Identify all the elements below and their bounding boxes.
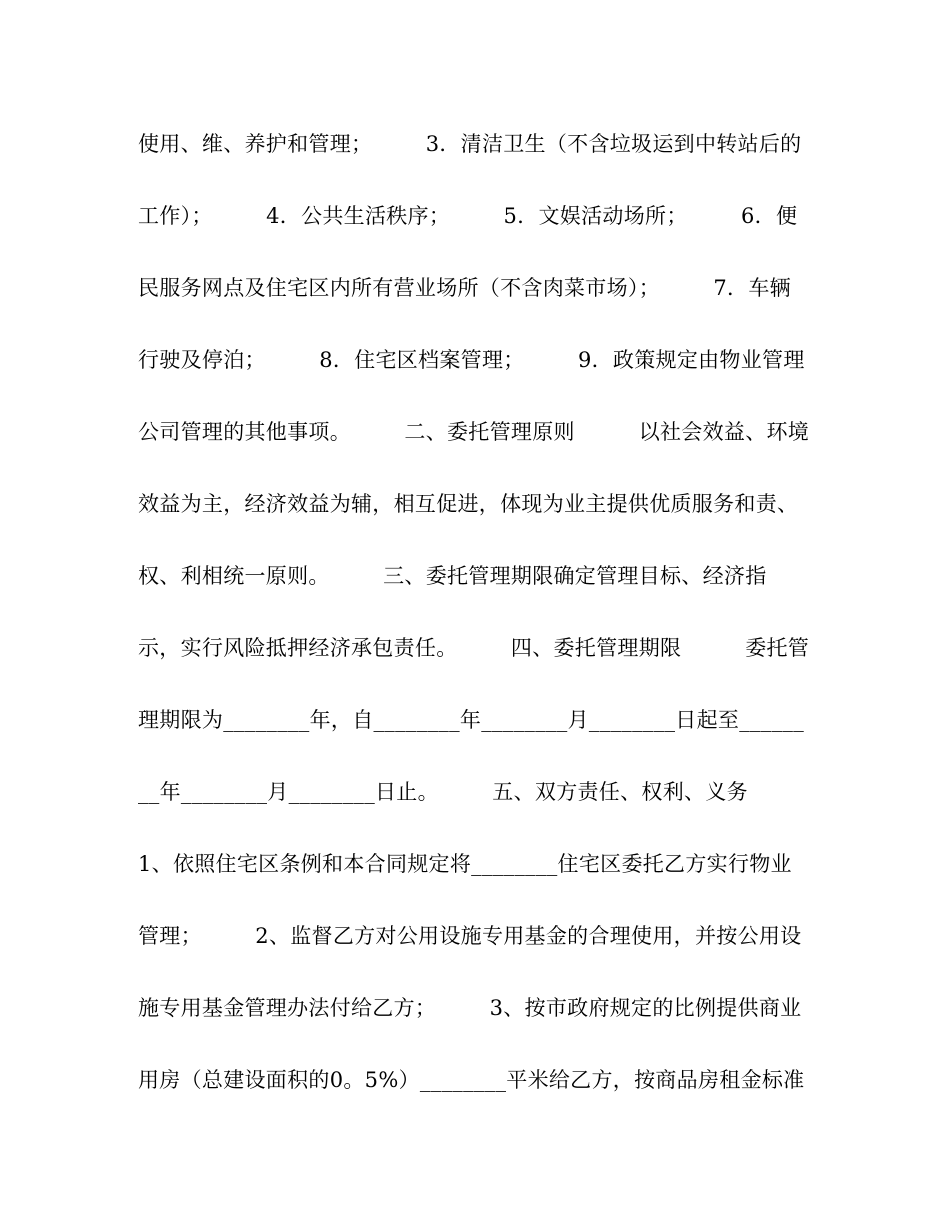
- text-line: 理期限为________年，自________年________月________日起至______: [138, 708, 804, 732]
- text-line: 效益为主，经济效益为辅，相互促进，体现为业主提供优质服务和责、: [138, 492, 799, 516]
- text-line: 施专用基金管理办法付给乙方； 3、按市政府规定的比例提供商业: [138, 996, 802, 1020]
- text-line: 工作）； 4．公共生活秩序； 5．文娱活动场所； 6．便: [138, 204, 798, 228]
- text-line: 用房（总建设面积的0。5%）________平米给乙方，按商品房租金标准: [138, 1068, 805, 1092]
- text-line: 权、利相统一原则。 三、委托管理期限确定管理目标、经济指: [138, 564, 767, 588]
- text-line: 公司管理的其他事项。 二、委托管理原则 以社会效益、环境: [138, 420, 810, 444]
- text-line: 示，实行风险抵押经济承包责任。 四、委托管理期限 委托管: [138, 636, 810, 660]
- text-line: 行驶及停泊； 8．住宅区档案管理； 9．政策规定由物业管理: [138, 348, 805, 372]
- text-line: 使用、维、养护和管理； 3．清洁卫生（不含垃圾运到中转站后的: [138, 132, 802, 156]
- text-line: 民服务网点及住宅区内所有营业场所（不含肉菜市场）； 7．车辆: [138, 276, 791, 300]
- text-line: 1、依照住宅区条例和本合同规定将________住宅区委托乙方实行物业: [138, 852, 792, 876]
- text-line: 管理； 2、监督乙方对公用设施专用基金的合理使用，并按公用设: [138, 924, 802, 948]
- text-line: __年________月________日止。 五、双方责任、权利、义务: [138, 780, 748, 804]
